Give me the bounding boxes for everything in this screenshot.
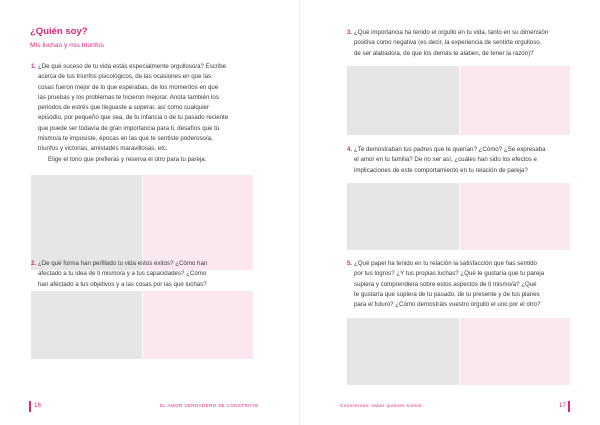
answer-area-self[interactable]: [347, 66, 459, 135]
question-line: ¿Qué papel ha tenido en tu relación la satisfacción que has sentido: [354, 260, 537, 267]
question-line: han afectado a tus objetivos y a las cosas por las que luchas?: [38, 280, 207, 288]
question-line: supiera y comprendiera sobre estos aspectos de ti mismo/a? ¿Qué: [354, 280, 537, 288]
answer-box-5[interactable]: [347, 318, 570, 385]
section-subtitle: Mis luchas y mis triunfos: [30, 42, 105, 49]
question-2: [31, 259, 208, 290]
question-line: ¿Qué importancia ha tenido el orgullo en tu vida, tanto en su dimensión: [354, 29, 549, 36]
question-line: las pruebas y los problemas te hicieron mejorar. Anota también los: [38, 93, 219, 101]
question-4: [347, 145, 546, 176]
answer-area-self[interactable]: [31, 291, 142, 359]
question-line: ¿De qué forma han perfilado tu vida estos éxitos? ¿Cómo han: [38, 260, 208, 267]
question-line: triunfos y victorias, amistades maravillosas, etc.: [38, 145, 168, 153]
question-line: mismo/a te impusiste, épocas en las que te sentiste poderoso/a,: [38, 135, 213, 143]
page-number: 16: [34, 402, 41, 409]
question-line: te gustaría que supiera de tu pasado, de tu presente y de tus planes: [354, 290, 540, 298]
question-line: el amor en tu familia? De no ser así, ¿cuáles han sido los efectos e: [354, 156, 537, 164]
right-page: [300, 0, 600, 425]
answer-box-4[interactable]: [347, 183, 570, 250]
question-line: Elige el tono que prefieras y reserva el otro para tu pareja.: [48, 155, 207, 163]
question-line: implicaciones de este comportamiento en tu relación de pareja?: [354, 166, 528, 174]
question-line: acerca de tus triunfos psicológicos, de las ocasiones en que las: [38, 73, 212, 81]
question-number: 4.: [347, 146, 353, 153]
answer-area-partner[interactable]: [142, 291, 253, 359]
footer-rule: [568, 401, 570, 412]
answer-area-partner[interactable]: [459, 318, 571, 385]
question-1: [31, 62, 229, 165]
question-line: ¿Te demostraban tus padres que te querían? ¿Cómo? ¿Se expresaba: [354, 146, 546, 153]
answer-box-3[interactable]: [347, 66, 570, 135]
question-number: 2.: [31, 260, 37, 267]
question-line: para el futuro? ¿Cómo demostráis vuestro orgullo el uno por el otro?: [354, 301, 541, 309]
question-line: de ser alabado/a, de que los demás te alaben, de tener la razón)?: [354, 49, 534, 57]
answer-area-partner[interactable]: [459, 183, 571, 250]
answer-box-2[interactable]: [31, 291, 253, 359]
answer-area-self[interactable]: [347, 183, 459, 250]
question-line: por tus logros? ¿Y tus propias luchas? ¿Qué te gustaría que tu pareja: [354, 270, 545, 278]
question-line: que puede ser todavía de gran importancia para ti, desafíos que tú: [38, 124, 220, 132]
answer-area-self[interactable]: [347, 318, 459, 385]
question-number: 3.: [347, 29, 353, 36]
question-line: episodio, por pequeño que sea, de tu infancia o de tu pasado reciente: [38, 114, 229, 122]
answer-box-1[interactable]: [31, 175, 253, 270]
answer-area-self[interactable]: [31, 175, 142, 270]
question-number: 1.: [31, 63, 37, 70]
running-head: Conocernos: saber quiénes somos: [340, 403, 422, 408]
answer-area-partner[interactable]: [459, 66, 571, 135]
question-line: positiva como negativa (es decir, la experiencia de sentirte orgulloso,: [354, 39, 542, 47]
question-number: 5.: [347, 260, 353, 267]
footer-rule: [29, 401, 31, 412]
page-number: 17: [559, 402, 566, 409]
question-line: afectado a tu idea de ti mismo/a y a tus capacidades? ¿Cómo: [38, 270, 207, 278]
question-line: cosas fueron mejor de lo que esperabas, de los momentos en que: [38, 83, 219, 91]
running-head: EL AMOR VERDADERO SE CONSTRUYE: [160, 403, 259, 408]
answer-area-partner[interactable]: [142, 175, 253, 270]
question-line: ¿De qué suceso de tu vida estás especialmente orgulloso/a? Escribe: [38, 63, 227, 70]
question-line: periodos de estrés que lleguaste a superar, así como cualquier: [38, 104, 210, 112]
section-title: ¿Quién soy?: [30, 26, 88, 37]
question-5: [347, 259, 545, 310]
question-3: [347, 28, 549, 59]
